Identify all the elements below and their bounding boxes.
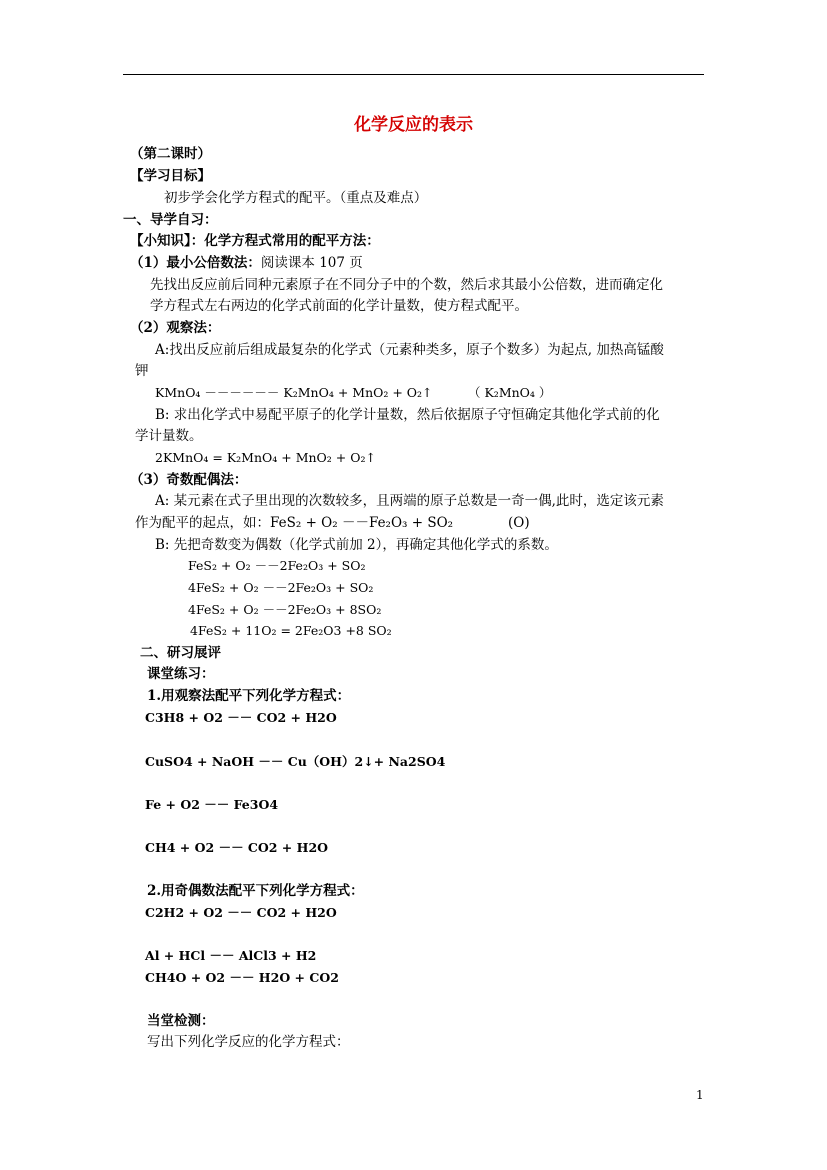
check-heading: 当堂检测： bbox=[147, 1013, 215, 1029]
check-text: 写出下列化学反应的化学方程式： bbox=[147, 1034, 350, 1050]
method2-label: （2）观察法： bbox=[130, 320, 221, 336]
method3-a2-note: (O) bbox=[508, 515, 530, 531]
method3-label: （3）奇数配偶法： bbox=[130, 472, 248, 488]
method2-b1: B: 求出化学式中易配平原子的化学计量数，然后依据原子守恒确定其他化学式前的化 bbox=[155, 407, 660, 423]
method1-line bbox=[130, 254, 363, 272]
method2-eq1: KMnO₄ －－－－－－ K₂MnO₄ + MnO₂ + O₂↑ bbox=[155, 385, 433, 400]
question2-equation: Al + HCl －－ AlCl3 + H2 bbox=[145, 948, 317, 963]
method2-eq1-note: （ K₂MnO₄ ） bbox=[468, 385, 552, 400]
question1-equation: CuSO4 + NaOH －－ Cu（OH）2↓+ Na2SO4 bbox=[145, 754, 446, 769]
method1-read: 阅读课本 107 页 bbox=[260, 255, 363, 271]
method3-b: B: 先把奇数变为偶数（化学式前加 2），再确定其他化学式的系数。 bbox=[155, 537, 558, 553]
method1-label: （1）最小公倍数法： bbox=[130, 255, 261, 271]
method2-b2: 学计量数。 bbox=[135, 428, 203, 444]
method3-step: FeS₂ + O₂ －－2Fe₂O₃ + SO₂ bbox=[188, 558, 366, 573]
practice-heading: 课堂练习： bbox=[147, 666, 215, 682]
page-number: 1 bbox=[696, 1088, 704, 1102]
header-rule bbox=[123, 74, 704, 75]
method1-text2: 学方程式左右两边的化学式前面的化学计量数，使方程式配平。 bbox=[150, 298, 528, 314]
method2-eq2: 2KMnO₄ = K₂MnO₄ + MnO₂ + O₂↑ bbox=[155, 450, 376, 465]
goal-text: 初步学会化学方程式的配平。（重点及难点） bbox=[164, 190, 428, 206]
question2-equation: CH4O + O2 －－ H2O + CO2 bbox=[145, 970, 339, 985]
section1-heading: 一、导学自习： bbox=[123, 212, 218, 228]
method3-step: 4FeS₂ + 11O₂ = 2Fe₂O3 +8 SO₂ bbox=[190, 623, 392, 638]
tip-heading: 【小知识】：化学方程式常用的配平方法： bbox=[130, 233, 380, 249]
method3-a2: 作为配平的起点，如：FeS₂ + O₂ －－Fe₂O₃ + SO₂ bbox=[135, 515, 454, 531]
method2-a1: A:找出反应前后组成最复杂的化学式（元素种类多，原子个数多）为起点, 加热高锰酸 bbox=[155, 342, 664, 358]
question1-equation: CH4 + O2 －－ CO2 + H2O bbox=[145, 840, 329, 855]
method3-a1: A: 某元素在式子里出现的次数较多，且两端的原子总数是一奇一偶,此时，选定该元素 bbox=[155, 493, 664, 509]
section2-heading: 二、研习展评 bbox=[140, 645, 221, 661]
lesson-label: （第二课时） bbox=[130, 146, 211, 162]
page-title: 化学反应的表示 bbox=[354, 115, 473, 135]
question1-equation: Fe + O2 －－ Fe3O4 bbox=[145, 797, 279, 812]
question1-equation: C3H8 + O2 －－ CO2 + H2O bbox=[145, 710, 337, 725]
question2-heading: 2.用奇偶数法配平下列化学方程式： bbox=[147, 883, 364, 899]
method2-a2: 钾 bbox=[135, 363, 149, 379]
method3-step: 4FeS₂ + O₂ －－2Fe₂O₃ + 8SO₂ bbox=[188, 602, 382, 617]
goal-heading: 【学习目标】 bbox=[130, 168, 211, 184]
question1-heading: 1.用观察法配平下列化学方程式： bbox=[147, 688, 351, 704]
question2-equation: C2H2 + O2 －－ CO2 + H2O bbox=[145, 905, 337, 920]
method1-text1: 先找出反应前后同种元素原子在不同分子中的个数，然后求其最小公倍数，进而确定化 bbox=[150, 277, 663, 293]
method3-step: 4FeS₂ + O₂ －－2Fe₂O₃ + SO₂ bbox=[188, 580, 374, 595]
